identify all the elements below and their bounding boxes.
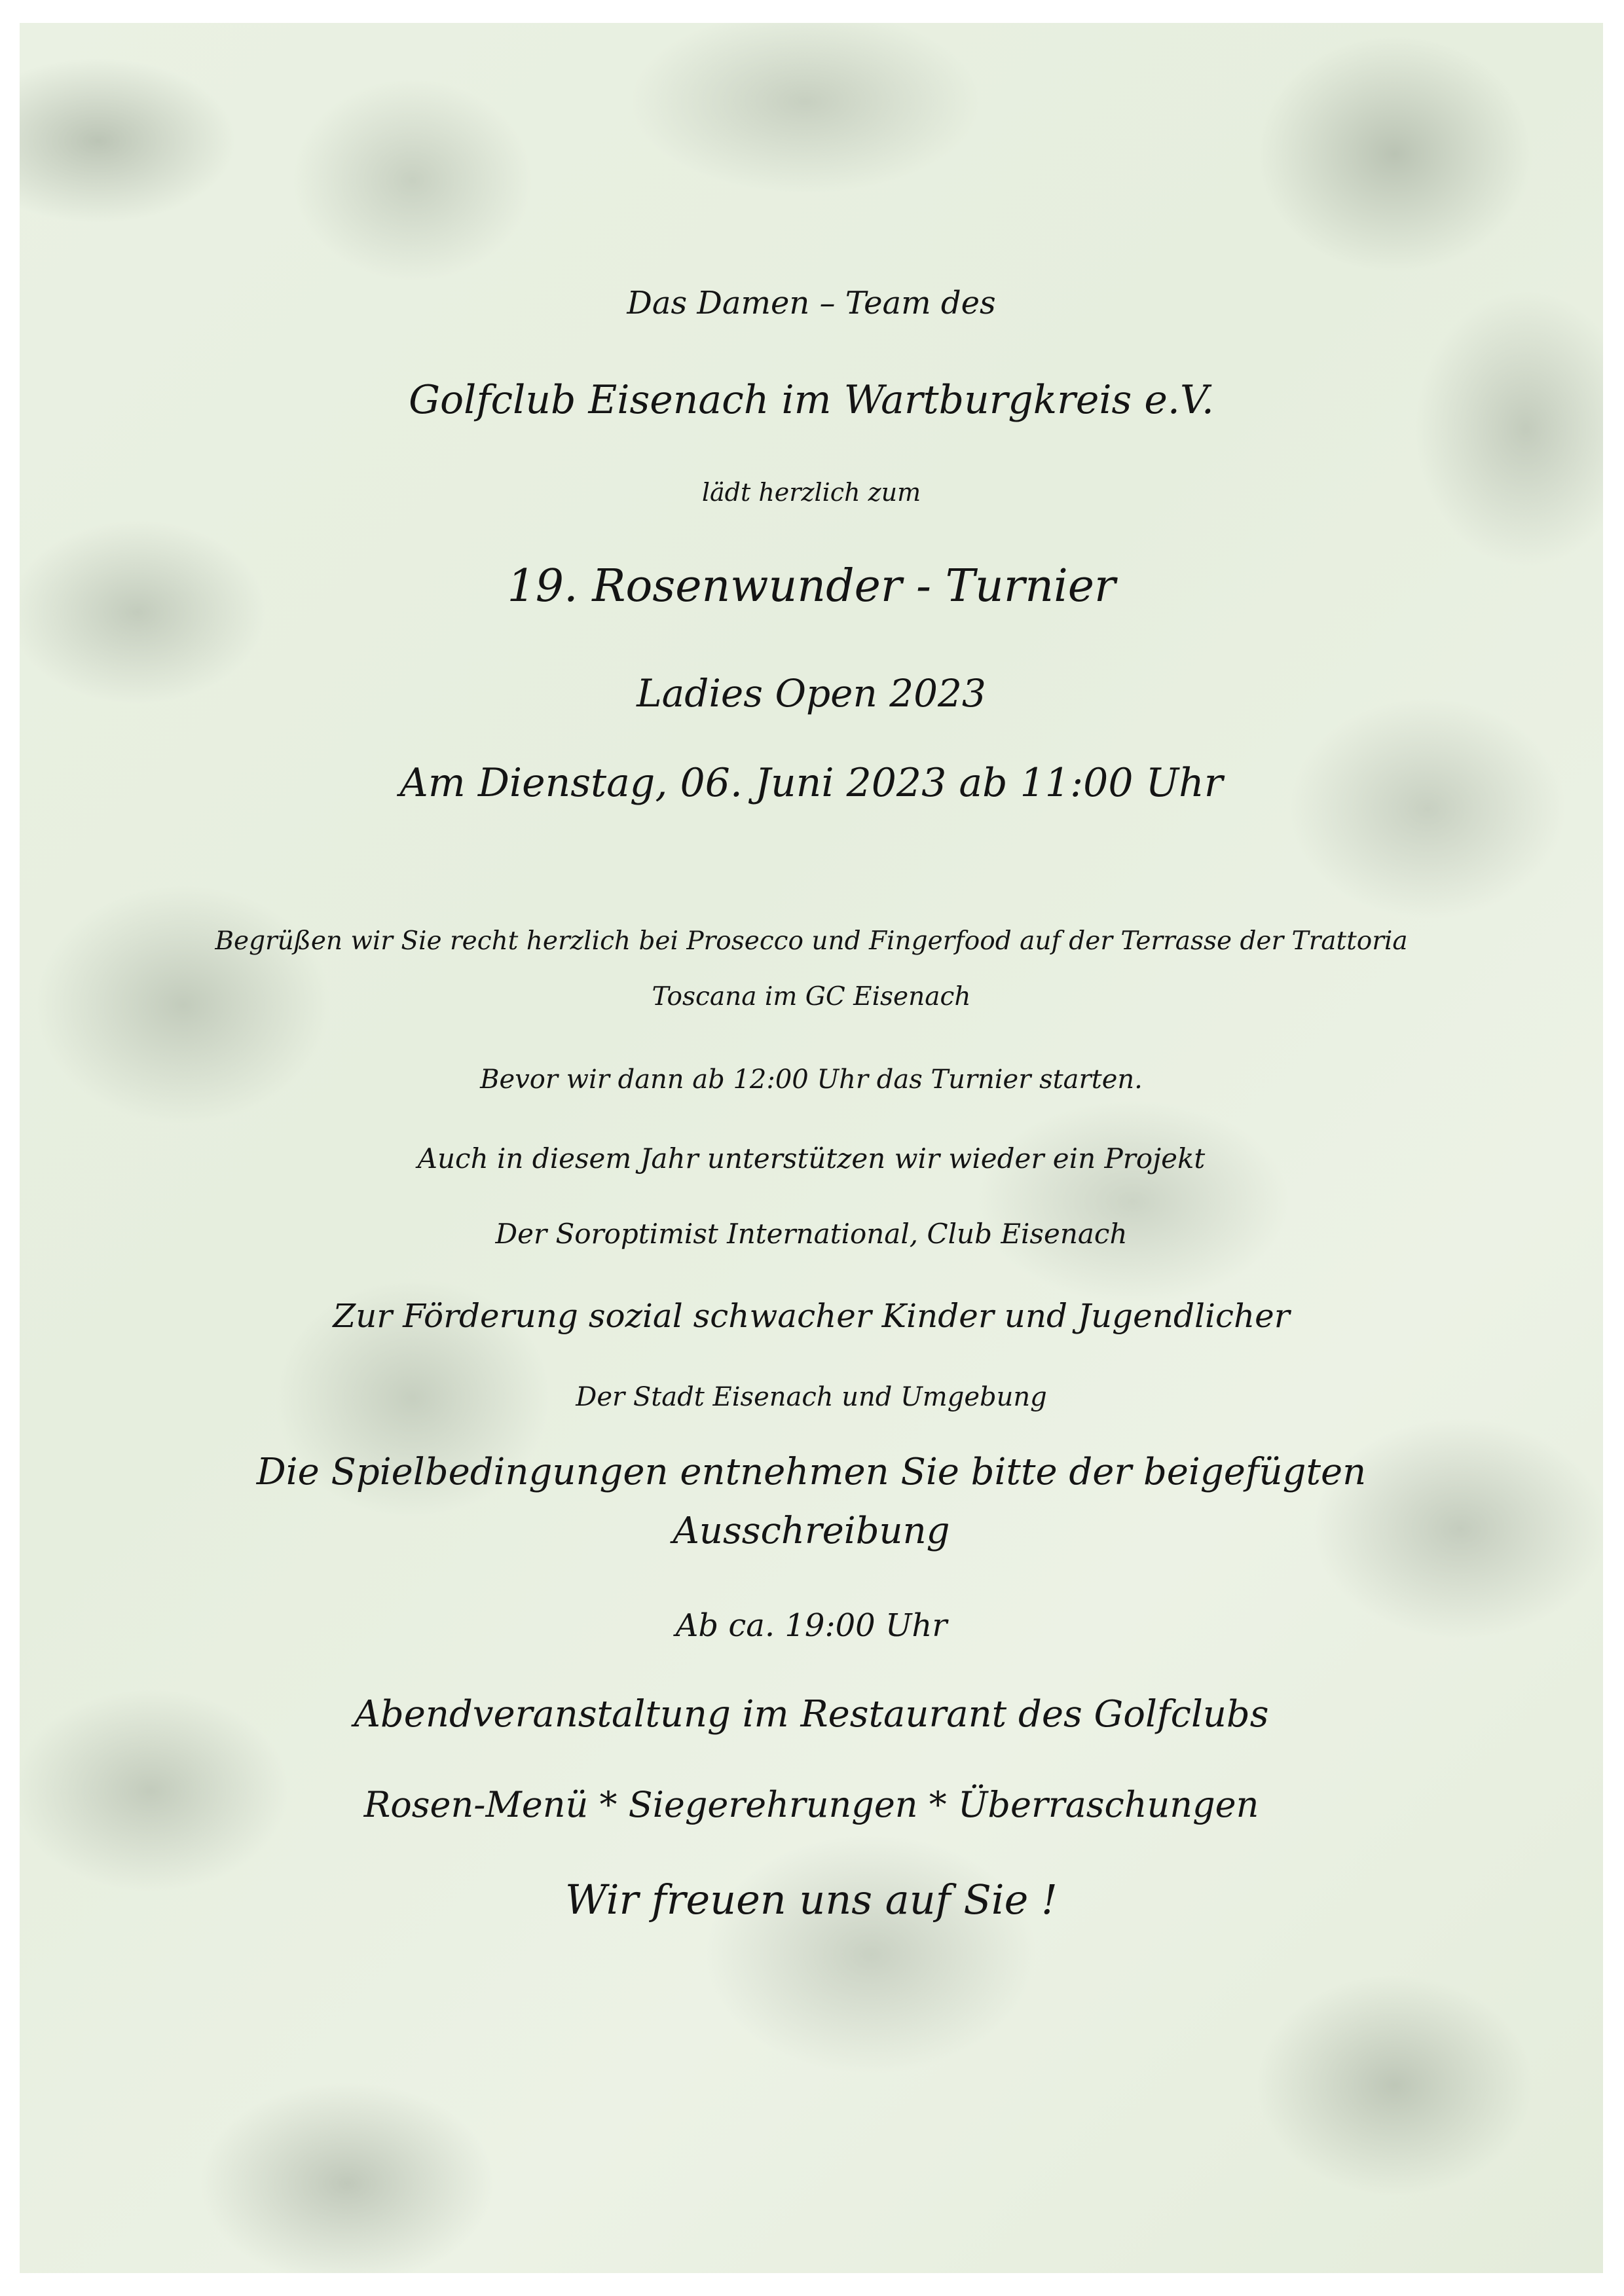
purpose-text: Zur Förderung sozial schwacher Kinder und Jugendlicher	[333, 1297, 1290, 1335]
tournament-start-text: Bevor wir dann ab 12:00 Uhr das Turnier starten.	[480, 1065, 1143, 1095]
welcome-text-line-1: Begrüßen wir Sie recht herzlich bei Prosecco und Fingerfood auf der Terrasse der Trattoria	[215, 926, 1408, 956]
evening-time: Ab ca. 19:00 Uhr	[675, 1607, 948, 1644]
conditions-text-line-1: Die Spielbedingungen entnehmen Sie bitte der beigefügten	[256, 1451, 1367, 1493]
support-text: Auch in diesem Jahr unterstützen wir wieder ein Projekt	[417, 1142, 1206, 1175]
event-date: Am Dienstag, 06. Juni 2023 ab 11:00 Uhr	[399, 760, 1223, 806]
region-text: Der Stadt Eisenach und Umgebung	[576, 1382, 1047, 1412]
welcome-text-line-2: Toscana im GC Eisenach	[652, 982, 971, 1011]
evening-event: Abendveranstaltung im Restaurant des Golfclubs	[354, 1693, 1269, 1736]
organization-text: Der Soroptimist International, Club Eisenach	[495, 1218, 1128, 1250]
evening-program: Rosen-Menü * Siegerehrungen * Überraschungen	[363, 1784, 1259, 1825]
tournament-title: 19. Rosenwunder - Turnier	[507, 560, 1116, 612]
conditions-text-line-2: Ausschreibung	[673, 1510, 950, 1552]
intro-text: Das Damen – Team des	[627, 285, 996, 321]
edition-title: Ladies Open 2023	[637, 671, 986, 716]
invites-text: lädt herzlich zum	[701, 478, 921, 507]
closing-text: Wir freuen uns auf Sie !	[565, 1876, 1058, 1923]
marbled-paper-sheet	[20, 23, 1603, 2273]
club-name: Golfclub Eisenach im Wartburgkreis e.V.	[409, 377, 1214, 423]
